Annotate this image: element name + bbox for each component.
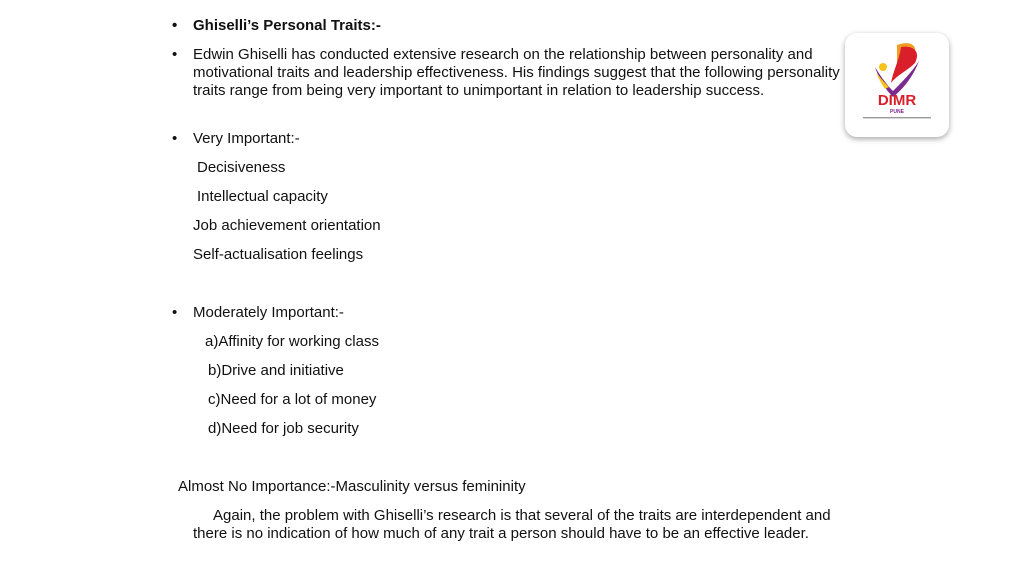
trait-item: Self-actualisation feelings	[193, 246, 364, 263]
logo-tagline-line	[863, 117, 931, 118]
trait-item: a)Affinity for working class	[205, 333, 379, 350]
heading: • Ghiselli’s Personal Traits:-	[193, 17, 381, 35]
trait-item: b)Drive and initiative	[208, 362, 344, 379]
trait-item: Intellectual capacity	[197, 188, 328, 205]
trait-item: Job achievement orientation	[193, 217, 381, 234]
intro-paragraph: • Edwin Ghiselli has conducted extensive research on the relationship between personality and motivational traits and leadership effectiveness. His findings suggest that the following personality traits range from being very important to unimportant in relation to leadership success.	[193, 46, 843, 100]
trait-item: c)Need for a lot of money	[208, 391, 377, 408]
dimr-logo-icon	[845, 33, 949, 137]
logo-subtext: PUNE	[890, 109, 904, 115]
conclusion-paragraph: Again, the problem with Ghiselli’s research is that several of the traits are interdependent and there is no indication of how much of any trait a person should have to be an effective leader.	[193, 507, 831, 542]
logo-card	[845, 33, 949, 137]
trait-item: d)Need for job security	[208, 420, 359, 437]
trait-item: Decisiveness	[197, 159, 286, 176]
almost-no-importance: Almost No Importance:-Masculinity versus femininity	[178, 478, 526, 495]
moderately-important-label: • Moderately Important:-	[193, 304, 344, 322]
very-important-label: • Very Important:-	[193, 130, 300, 148]
logo-text: DIMR	[877, 92, 917, 109]
